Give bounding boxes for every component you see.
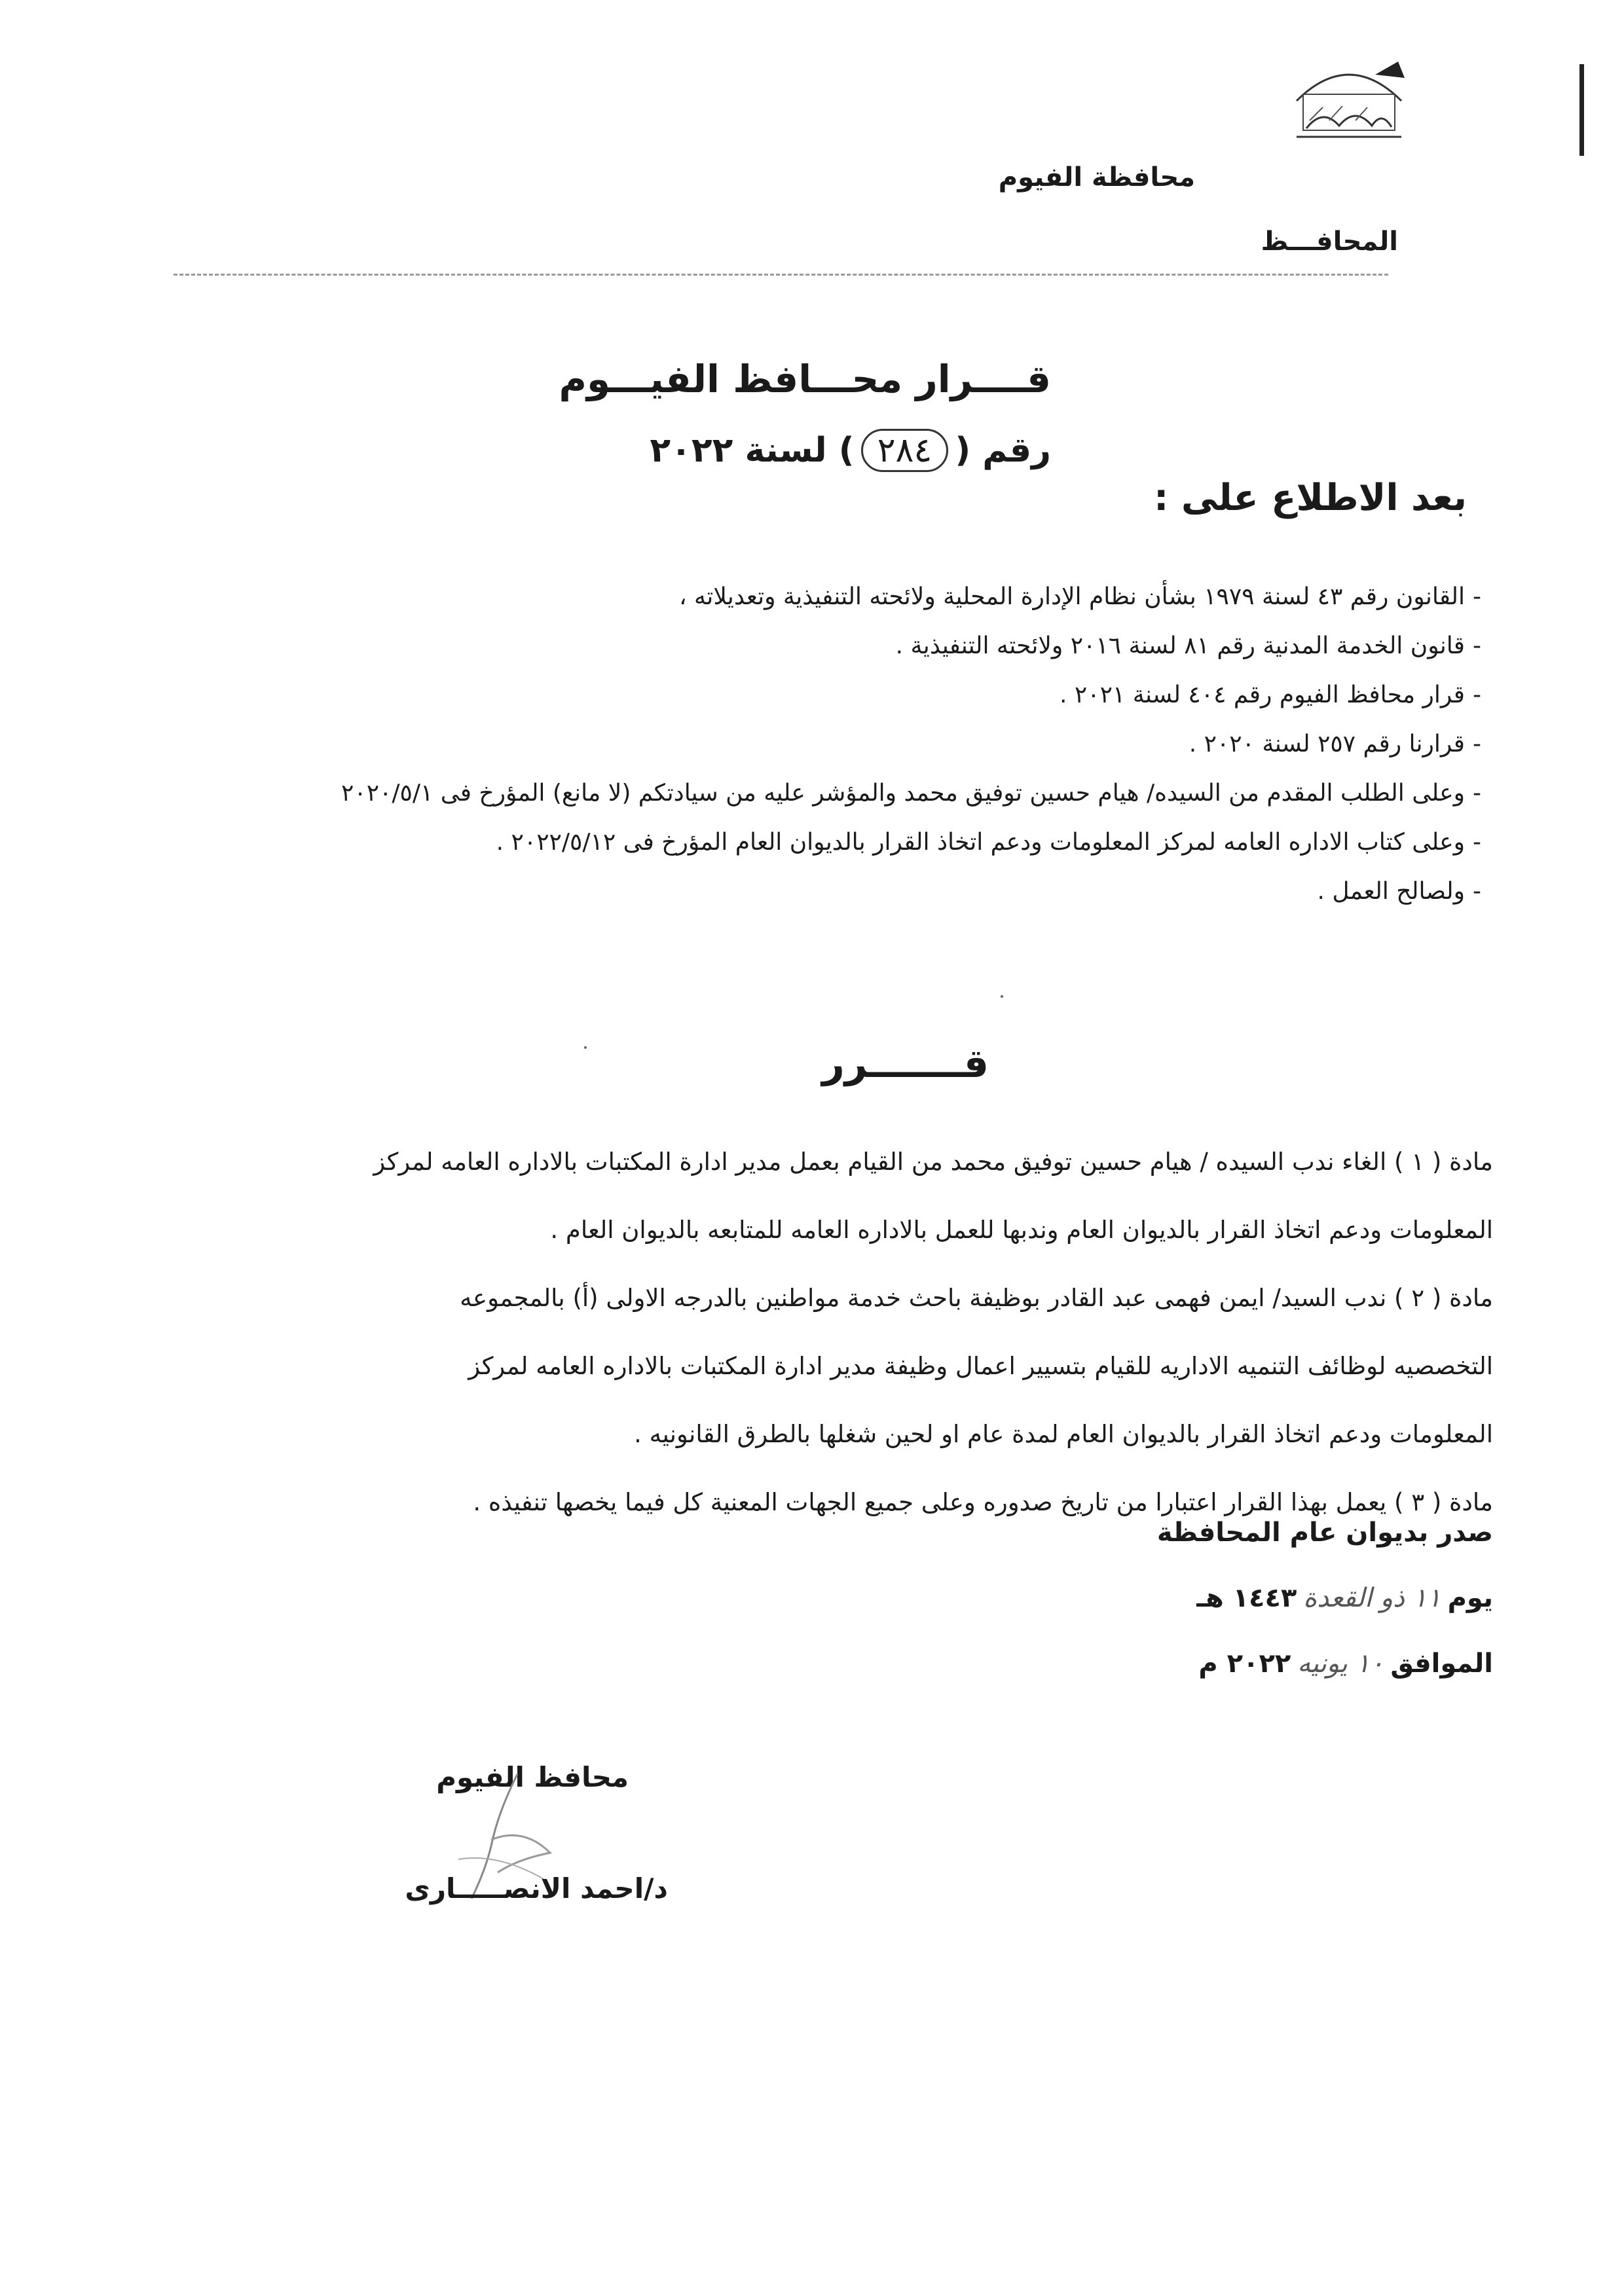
recital-item: -قرارنا رقم ٢٥٧ لسنة ٢٠٢٠ . [1189,731,1481,757]
hijri-date-year: ١٤٤٣ هـ [1196,1583,1297,1613]
recital-item: -قانون الخدمة المدنية رقم ٨١ لسنة ٢٠١٦ ولائحته التنفيذية . [895,632,1481,659]
recital-item: -قرار محافظ الفيوم رقم ٤٠٤ لسنة ٢٠٢١ . [1060,682,1481,708]
recital-item: -ولصالح العمل . [1317,878,1481,905]
hijri-date-label: يوم [1447,1583,1493,1613]
scan-edge-mark [1579,64,1584,156]
article-line: المعلومات ودعم اتخاذ القرار بالديوان العام وندبها للعمل بالاداره العامه للمتابعه بالديوان العام . [550,1216,1493,1244]
preamble-heading: بعد الاطلاع على : [1153,477,1467,519]
governor-office: المحافـــظ [1261,227,1398,257]
recital-item: -وعلى الطلب المقدم من السيده/ هيام حسين توفيق محمد والمؤشر عليه من سيادتكم (لا مانع) المؤرخ فى ٢٠٢٠/٥/١ [341,780,1481,807]
articles-body [170,1139,1493,1548]
signatory-title: محافظ الفيوم [436,1761,629,1793]
signatory-name: د/احمد الانصـــــارى [405,1872,668,1904]
recital-item: -وعلى كتاب الاداره العامه لمركز المعلومات ودعم اتخاذ القرار بالديوان العام المؤرخ فى ٢٠٢٢/٥/١٢ . [496,829,1481,856]
gregorian-date-label: الموافق [1390,1649,1493,1679]
governorate-name: محافظة الفيوم [998,162,1195,192]
scan-speck [584,1046,587,1049]
article-line: المعلومات ودعم اتخاذ القرار بالديوان العام لمدة عام او لحين شغلها بالطرق القانونيه . [634,1420,1493,1448]
decides-heading: قـــــــرر [822,1041,989,1087]
issued-at-label: صدر بديوان عام المحافظة [1156,1518,1493,1548]
hijri-date-handwritten: ١١ ذو القعدة [1303,1583,1441,1613]
article-line: مادة ( ١ ) الغاء ندب السيده / هيام حسين توفيق محمد من القيام بعمل مدير ادارة المكتبات بالاداره العامه لمركز [373,1148,1493,1176]
decree-number-prefix: رقم ( [955,431,1051,470]
hijri-date-line [1196,1583,1493,1613]
article-line: التخصصيه لوظائف التنميه الاداريه للقيام بتسيير اعمال وظيفة مدير ادارة المكتبات بالاداره العامه لمركز [468,1352,1493,1380]
header-divider [174,274,1388,276]
gregorian-date-line [1198,1649,1493,1679]
scan-speck [1001,995,1003,998]
article-line: مادة ( ٣ ) يعمل بهذا القرار اعتبارا من تاريخ صدوره وعلى جميع الجهات المعنية كل فيما يخصها تنفيذه . [473,1488,1493,1516]
recitals-list [172,577,1481,921]
decree-title: قــــرار محـــافظ الفيـــوم [559,357,1051,401]
article-line: مادة ( ٢ ) ندب السيد/ ايمن فهمى عبد القادر بوظيفة باحث خدمة مواطنين بالدرجه الاولى (أ) بالمجموعه [460,1284,1493,1312]
recital-item: -القانون رقم ٤٣ لسنة ١٩٧٩ بشأن نظام الإدارة المحلية ولائحته التنفيذية وتعديلاته ، [678,583,1481,610]
decree-number-handwritten: ٢٨٤ [861,429,949,472]
gregorian-date-year: ٢٠٢٢ م [1198,1649,1291,1679]
gregorian-date-handwritten: ١٠ يونيه [1297,1649,1384,1679]
decree-number-line [650,429,1051,472]
governorate-logo [1283,55,1414,147]
decree-number-suffix: ) لسنة ٢٠٢٢ [650,431,855,470]
